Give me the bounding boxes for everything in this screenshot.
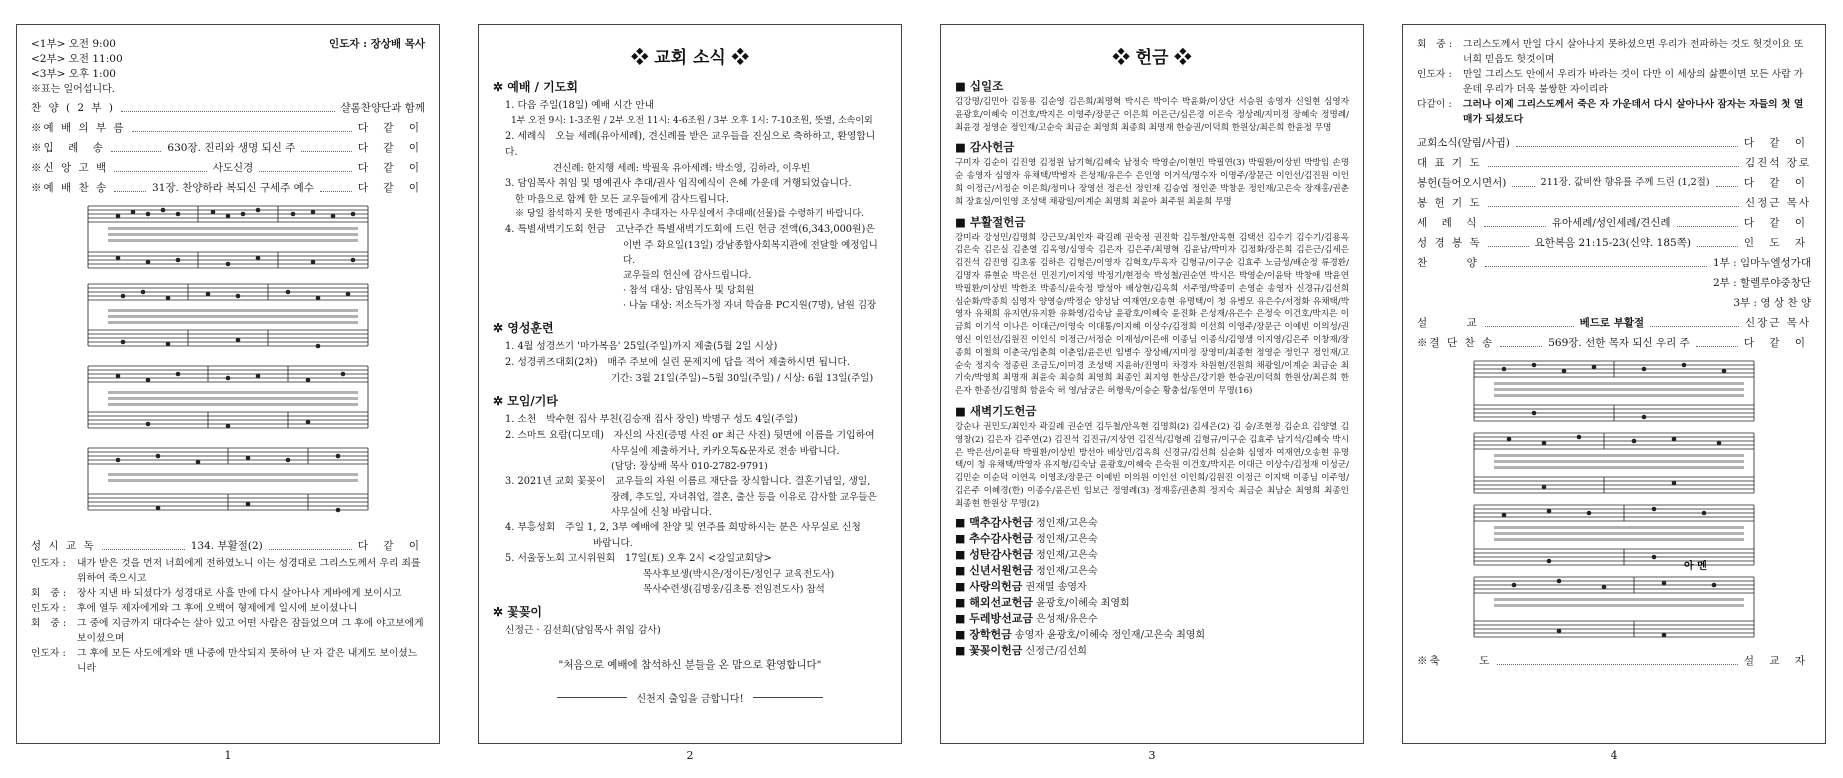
order-item: ※예 배 찬 송 31장. 찬양하라 복되신 구세주 예수 다 같 이 xyxy=(31,182,425,194)
fund-row: ■ 성탄감사헌금 정인재/고은숙 xyxy=(955,547,1098,561)
news-item: 2. 세례식 오늘 세례(유아세례), 견신례를 받은 교우들을 진심으로 축하하고, 환영합니다. xyxy=(505,131,876,158)
order-item: ※입 례 송 630장. 진리와 생명 되신 주 다 같 이 xyxy=(31,142,426,154)
news-item: 3. 2021년 교회 꽃꽂이 교우들의 자원 이름르 재단을 장식합니다. 결혼기념일, 생일, xyxy=(505,476,871,487)
fund-heading: ■ 새벽기도헌금 xyxy=(955,403,1037,418)
section-heading: ✲ 예배 / 기도회 xyxy=(493,80,578,94)
choir-item: 3부 : 영 상 찬 양 xyxy=(1733,297,1811,309)
order-item: 성 경 봉 독 요한복음 21:15-23(신약. 185쪽) 인 도 자 xyxy=(1417,237,1811,249)
service-3: <3부> 오후 1:00 xyxy=(31,68,116,80)
choir-item: 2부 : 할렐루야중창단 xyxy=(1712,277,1811,289)
responsive-reading: 인도자 : 내가 받은 것을 먼저 너희에게 전하였노니 이는 성경대로 그리스도께서 우리 죄를 위하여 죽으시고 회 중 : 장사 지낸 바 되셨다가 성경대로 사흘 만에 다시 살아나사 게바에게 보이시고 인도자 : 후에 열두 제자에게와 그 후에 오백여 형제에게 일시에 보이셨나니 회 중 : 그 중에 지금까지 대다수는 살아 있고 어떤 사람은 잠들었으며 그 후에 야고보에게 보이셨으며 인도자 : 그 후에 모든 사도에게와 맨 나중에 만삭되지 못하여 난 자 같은 내게도 보이셨느니라 xyxy=(31,558,424,674)
section-heading: ✲ 모임/기타 xyxy=(493,394,558,408)
fund-row: ■ 추수감사헌금 정인재/고은숙 xyxy=(955,531,1098,545)
order-item: 세 례 식 유아세례/성인세례/견신례 다 같 이 xyxy=(1417,217,1812,229)
fund-row: ■ 꽃꽂이헌금 신정근/김선희 xyxy=(955,643,1087,657)
service-2: <2부> 오전 11:00 xyxy=(31,53,123,65)
fund-row: ■ 사랑의헌금 권재열 송영자 xyxy=(955,579,1087,593)
other-funds xyxy=(955,515,1349,659)
order-item: ※신 앙 고 백 사도신경 다 같 이 xyxy=(31,162,425,174)
news-item: 목사수련생(김명웅/김초롱 전임전도사) 참석 xyxy=(643,584,825,595)
news-item: (담당: 장상배 목사 010-2782-9791) xyxy=(611,461,768,472)
page-title: ❖ 교회 소식 ❖ xyxy=(631,48,749,68)
bulletin-page-2 xyxy=(478,24,902,744)
news-item: 사무실에 제출하거나, 카카오톡&문자로 전송 바랍니다. xyxy=(611,446,840,457)
news-item: 목사후보생(박시은/정이든/정인구 교육전도사) xyxy=(643,569,835,580)
leader: 인도자 : 장상배 목사 xyxy=(329,38,425,50)
bulletin-page-1 xyxy=(16,24,440,744)
page-number: 1 xyxy=(224,749,232,762)
fund-names: 강순나 권민도/최인자 곽길례 권순연 김두철/안옥현 김명희(2) 김세은(2) 김 승/조현정 김순요 김양열 김영창(2) 김은자 김주연(2) 김진석 김진규/지상연 김진석/김형례 김형규/이구순 김효주 남기석/김혜숙 박시은 박은선/이윤탁 박필환/이상빈 방선아 배상민/김옥희 신경규/김선희 심순화 심영자 여재연/오송현 유명택/이 청 유채택/박영자 유지형/김숙남 윤광호/이혜숙 은숙원 이건호/박지은 이대근 이상수/김정재 이성군/김민순 이순덕 이연옥 이영조/장문근 이예빈 이의원 이인선 이인희/김원진 이정근 이지택 이종님 이주영/김은주 이혜경(한) 이종수/윤은빈 임보근 정영례(3) 정재홍/권춘희 정지숙 최금순 최남순 최영희 최종인 최종현 한원상 무명(2) xyxy=(955,421,1349,509)
order-of-worship-cont xyxy=(1417,133,1811,353)
section-heading: ✲ 영성훈련 xyxy=(493,321,554,335)
order-item: 봉 헌 기 도 신정근 목사 xyxy=(1417,197,1811,209)
news-item: 사무실에 신청 바랍니다. xyxy=(611,507,712,518)
order-item: 봉헌(들어오시면서) 211장. 값비싼 향유를 주께 드린 (1,2절) 다 같 이 xyxy=(1417,177,1812,189)
notice-line xyxy=(493,690,887,705)
fund-row: ■ 장학헌금 송영자 윤광호/이혜숙 정인재/고은숙 최영희 xyxy=(955,627,1206,641)
fund-heading: ■ 감사헌금 xyxy=(955,140,1015,155)
news-item: 바랍니다. xyxy=(593,538,633,549)
news-item: 장례, 추도일, 자녀취업, 결혼, 출산 등을 이유로 감사할 교우들은 xyxy=(611,492,877,503)
responsive-reading-cont: 회 중 : 그리스도께서 만일 다시 살아나지 못하셨으면 우리가 전파하는 것도 헛것이요 또 너희 믿음도 헛것이며 인도자 : 만일 그리스도 안에서 우리가 바라는 것이 다만 이 세상의 삶뿐이면 모든 사람 가운데 우리가 더욱 불쌍한 자이리라 다같이 : 그러나 이제 그리스도께서 죽은 자 가운데서 다시 살아나사 잠자는 자들의 첫 열매가 되셨도다 xyxy=(1417,39,1804,125)
fund-heading: ■ 십일조 xyxy=(955,79,1004,93)
news-item: 4. 부흥성회 주일 1, 2, 3부 예배에 찬양 및 연주를 희망하시는 분은 사무실로 신청 xyxy=(505,522,861,533)
bulletin-page-4 xyxy=(1402,24,1826,744)
page-number: 4 xyxy=(1610,749,1618,762)
order-of-worship xyxy=(31,98,425,198)
news-item: · 나눔 대상: 저소득가정 자녀 학습용 PC지원(7명), 남원 김장 xyxy=(623,300,877,311)
sermon-item: 설 교 베드로 부활절 신장근 목사 xyxy=(1417,317,1811,329)
service-times xyxy=(31,37,123,82)
news-item: 견신례: 한지행 세례: 박필욱 유아세례: 박소영, 김하라, 이우빈 xyxy=(553,163,811,174)
page-number: 3 xyxy=(1148,749,1156,762)
news-item: 이번 주 화요일(13일) 강남종합사회복지관에 전달할 예정입니다. xyxy=(623,240,878,266)
closing-hymn-item: ※결 단 찬 송 569장. 선한 목자 되신 우리 주 다 같 이 xyxy=(1417,337,1812,349)
news-item: · 참석 대상: 담임목사 및 당회원 xyxy=(623,285,755,296)
fund-row: ■ 맥추감사헌금 정인재/고은숙 xyxy=(955,515,1098,529)
news-item: 4. 특별새벽기도회 헌금 고난주간 특별새벽기도회에 드린 헌금 전액(6,343,000원)은 xyxy=(505,224,875,235)
welcome-message: "처음으로 예배에 참석하신 분들을 온 맘으로 환영합니다" xyxy=(558,659,822,671)
news-item: 1. 4월 성경쓰기 '마가복음' 25일(주일)까지 제출(5월 2일 시상) xyxy=(505,341,778,352)
page-title: ❖ 헌금 ❖ xyxy=(1112,48,1192,68)
news-item: 한 마음으로 함께 한 모든 교우들에게 감사드립니다. xyxy=(515,194,729,205)
news-item: 1. 다음 주일(18일) 예배 시간 안내 xyxy=(505,100,655,111)
news-item: 5. 서울동노회 고시위원회 17일(토) 오후 2시 <강일교회당> xyxy=(505,553,772,564)
news-item: 교우들의 헌신에 감사드립니다. xyxy=(623,270,752,281)
order-item: 대 표 기 도 김진석 장로 xyxy=(1417,157,1811,169)
news-item: 1부 오전 9시: 1-3조원 / 2부 오전 11시: 4-6조원 / 3부 오후 1시: 7-10조원, 뜻별, 소속이외 xyxy=(511,116,873,126)
fund-row: ■ 두레방선교금 은성재/유은수 xyxy=(955,611,1098,625)
order-item: ※예 배 의 부 름 다 같 이 xyxy=(31,122,425,134)
fund-heading: ■ 부활절헌금 xyxy=(955,214,1026,229)
fund-names: 김강명/김민아 김동용 김순영 김은희/최명혁 박시은 박이수 박윤화/이상단 서승원 송영자 신일현 심영자 윤광호/이혜숙 이건호/박지은 이영주/장문근 이은희 이은근/심은경 이은숙 정상례/지미정 장혜숙 정명례/최윤경 정영순 정인재/고순숙 최금순 최영희 최종희 최명재 한승권/이덕희 한원상/최은희 한윤정 무명 xyxy=(955,97,1349,133)
stand-note: ※표는 일어섭니다. xyxy=(31,84,115,95)
fund-row: ■ 해외선교헌금 윤광호/이혜숙 최영희 xyxy=(955,595,1130,609)
notice-text: 신천지 출입을 금합니다! xyxy=(636,694,744,705)
order-item: 찬 양 ( 2 부 ) 샬롬찬양단과 함께 xyxy=(31,102,425,114)
hymn-score-image xyxy=(78,202,378,532)
benediction-item: ※축 도 설 교 자 xyxy=(1417,655,1811,667)
page-number: 2 xyxy=(686,749,694,762)
news-item: 1. 소천 박수현 집사 부친(김승재 집사 장인) 박명구 성도 4일(주일) xyxy=(505,414,798,425)
news-item: ※ 당일 참석하지 못한 명예권사 추대자는 사무실에서 추대패(선물)를 수령하기 바랍니다. xyxy=(515,209,864,219)
news-item: 3. 담임목사 취임 및 명예권사 추대/권사 임직예식이 은혜 가운데 거행되었습니다. xyxy=(505,178,852,189)
closing-hymn-score-image xyxy=(1464,357,1764,647)
fund-names: 구미자 김순이 김진영 김정원 남기혁/김혜숙 남정숙 박영순/이현민 박필연(3) 박필환/이상빈 박방임 손명순 송영자 심영자 유채택/박병자 은성재/유은수 은인영 이거석/명수자 이명주/장문근 이인선/김진원 이인희 이정근/서정순 이은희/정미나 장영선 정은선 정인재 김승엽 정인준 박창운 정인재/고은숙 장재홍/권춘희 장효실/이인영 조성택 채광일/이계순 최명희 최윤아 최주원 최윤희 무명 xyxy=(955,158,1349,207)
bulletin-page-3 xyxy=(940,24,1364,744)
responsive-reading-line: 성 시 교 독 134. 부활절(2) 다 같 이 xyxy=(31,540,426,552)
news-item: 2. 스마트 요람(디모데) 자신의 사진(증명 사진 or 최근 사진) 뒷면에 이름을 기입하여 xyxy=(505,430,875,441)
amen-label: 아 멘 xyxy=(1684,561,1707,572)
flower-text: 신정근 · 김선희(담임목사 취임 감사) xyxy=(505,625,661,636)
news-item: 2. 성경퀴즈대회(2차) 매주 주보에 실린 문제지에 답을 적어 제출하시면 됩니다. xyxy=(505,357,850,368)
section-heading: ✲ 꽃꽂이 xyxy=(493,605,543,619)
fund-names: 강미라 강성민/김명희 강근모/최인자 곽길례 권숙정 권진학 김두철/안옥현 김택선 김수기 김수기/김용옥 김은숙 김은실 김춘열 김옥영/심영숙 김은자 김은주/최명혁 김윤남/박미자 김정화/장은희 김은근/김세은 김진석 김진영 김초롱 김하은 김형은/이영자 김혁호/두옥자 김형규/이구순 김효주 노금성/배순정 류경환/김명자 류현순 박은선 민진기/이지영 박정기/현정숙 박성철/권순연 박시은 박영순/이윤탁 박창애 박윤연 박필환/이상빈 박한조 박종식/윤숙정 방성아 배상현/김옥희 서주영/박종미 손영순 송영자 신경규/김선희 심순화/박종희 심영자 양영승/박정순 양성남 여재연/오송현 유명택/이 청 유병모 유은수/서정화 유채택/박영자 유채희 유지연/유지환 유화영/김숙남 윤광호/이혜숙 윤진화 은성재/유은수 은정숙 이건호/박지은 이금희 이기석 이나은 이대근/이영숙 이대통/이지혜 이상수/김정희 이선희 이영주/장문근 이예빈 이의성/권영신 이인선/김원진 이인식 이정근/서정순 이재성/이은애 이종님 이종식/김영생 이지영/김은주 이창재/장종희 이철희 이춘국/임춘희 이춘임/윤은빈 임병수 장상배/지미정 장영미/최종현 정영순 정인구 정인재/고순숙 정지숙 정종린 조금도/이미경 조성택 지윤하/진영미 차경자 차원현/진원희 채광일/이계순 최금순 최기숙/박영희 최명재 최윤숙 최승희 최영희 최종인 최지영 한상은/강기환 한승권/이덕희 한원상/최은희 한은자 한종선/김명희 함윤숙 허 영/남궁은 허형욱/이승순 황충섭/동연미 무명(16) xyxy=(955,232,1349,397)
choir-item: 찬 양 1부 : 임마누엘성가대 xyxy=(1417,257,1811,269)
news-item: 기간: 3월 21일(주일)~5월 30일(주일) / 시상: 6월 13일(주일) xyxy=(611,373,874,384)
fund-row: ■ 신년서원헌금 정인재/고은숙 xyxy=(955,563,1098,577)
service-1: <1부> 오전 9:00 xyxy=(31,38,116,50)
order-item: 교회소식(알림/사귐) 다 같 이 xyxy=(1417,137,1811,149)
